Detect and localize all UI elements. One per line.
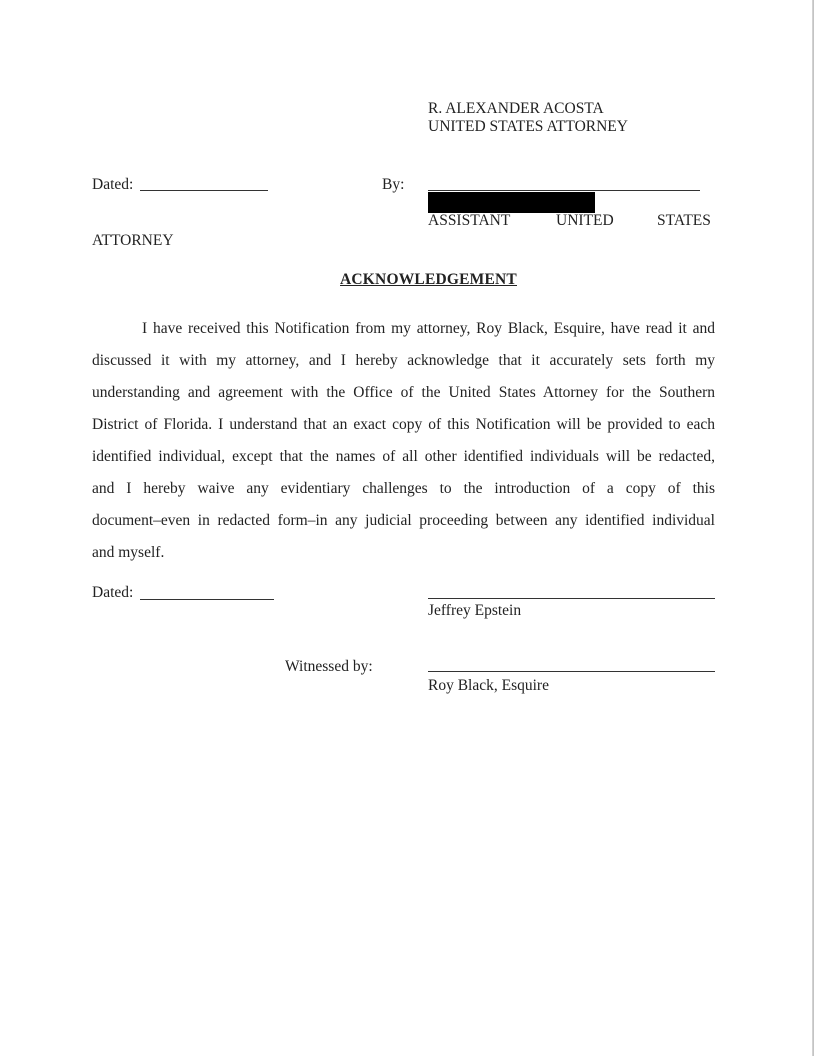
attorney-name: R. ALEXANDER ACOSTA <box>428 100 604 117</box>
role-tail-attorney: ATTORNEY <box>92 232 174 249</box>
role-word-states: STATES <box>657 212 711 229</box>
paragraph-line: document–even in redacted form–in any judicial proceeding between any identified individual <box>92 512 715 529</box>
witness-signature-line <box>428 671 715 672</box>
paragraph-line: discussed it with my attorney, and I hereby acknowledge that it accurately sets forth my <box>92 352 715 369</box>
dated-blank-line <box>140 190 268 191</box>
signer-dated-label: Dated: <box>92 584 134 601</box>
witness-name: Roy Black, Esquire <box>428 677 549 694</box>
paragraph-line: understanding and agreement with the Office of the United States Attorney for the Southern <box>92 384 715 401</box>
paragraph-line: and I hereby waive any evidentiary challenges to the introduction of a copy of this <box>92 480 715 497</box>
paragraph-line: identified individual, except that the names of all other identified individuals will be redacted, <box>92 448 715 465</box>
role-word-united: UNITED <box>556 212 614 229</box>
dated-label: Dated: <box>92 176 134 193</box>
witness-label: Witnessed by: <box>285 658 373 675</box>
acknowledgement-heading <box>0 271 817 289</box>
signer-dated-blank-line <box>140 599 274 600</box>
by-signature-line <box>428 190 700 191</box>
attorney-header <box>428 100 628 136</box>
scan-edge-line <box>812 0 814 1056</box>
paragraph-line: I have received this Notification from my attorney, Roy Black, Esquire, have read it and <box>142 320 715 337</box>
signer-name: Jeffrey Epstein <box>428 602 522 619</box>
signer-signature-line <box>428 598 715 599</box>
redaction-box <box>428 192 595 213</box>
role-word-assistant: ASSISTANT <box>428 212 511 229</box>
acknowledgement-heading-text: ACKNOWLEDGEMENT <box>340 271 517 288</box>
attorney-title: UNITED STATES ATTORNEY <box>428 118 628 135</box>
by-label: By: <box>382 176 405 193</box>
paragraph-line: District of Florida. I understand that an exact copy of this Notification will be provided to each <box>92 416 715 433</box>
paragraph-line: and myself. <box>92 544 165 561</box>
